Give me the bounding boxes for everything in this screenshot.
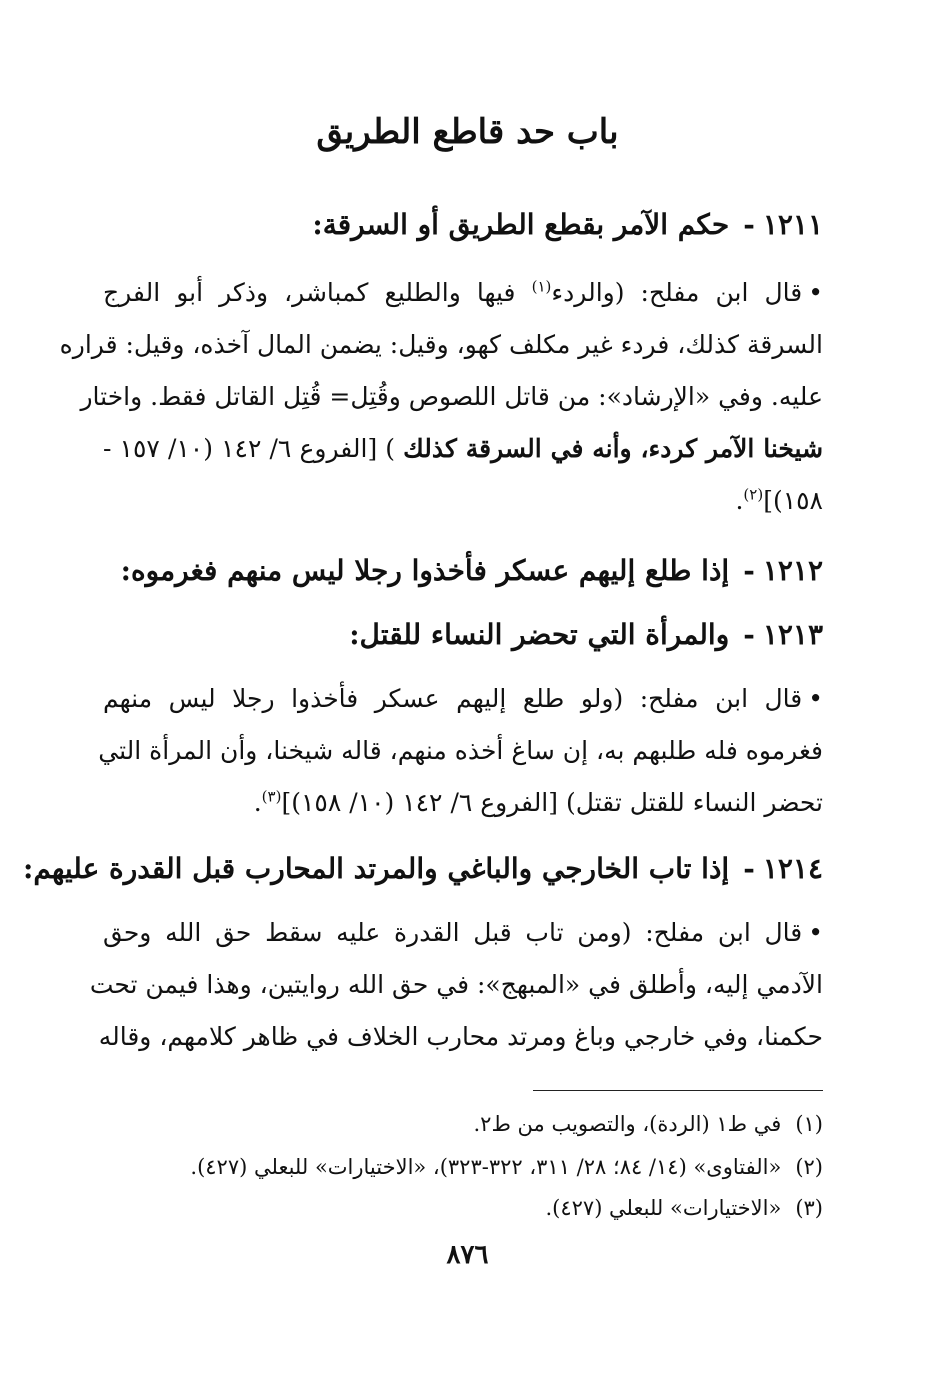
paragraph-line: السرقة كذلك، فردء غير مكلف كهو، وقيل: يضمن المال آخذه، وقيل: قراره	[59, 330, 823, 359]
footnote-text: «الاختيارات» للبعلي (٤٢٧).	[545, 1196, 782, 1220]
paragraph-line: •قال ابن مفلح: (ومن تاب قبل القدرة عليه سقط حق الله وحق	[103, 918, 823, 947]
section-title: إذا طلع إليهم عسكر فأخذوا رجلا ليس منهم فغرموه:	[120, 554, 730, 587]
section-title: إذا تاب الخارجي والباغي والمرتد المحارب قبل القدرة عليهم:	[22, 852, 730, 885]
footnote-text: في ط١ (الردة)، والتصويب من ط٢.	[473, 1112, 782, 1136]
dash: -	[743, 618, 755, 651]
footnote-text: «الفتاوى» (١٤/ ٨٤؛ ٢٨/ ٣١١، ٣٢٢-٣٢٣)، «الاختيارات» للبعلي (٤٢٧).	[190, 1155, 782, 1179]
paragraph-line: حكمنا، وفي خارجي وباغ ومرتد محارب الخلاف في ظاهر كلامهم، وقاله	[98, 1022, 823, 1051]
section-title: والمرأة التي تحضر النساء للقتل:	[349, 618, 730, 651]
paragraph-line: عليه. وفي «الإرشاد»: من قاتل اللصوص وقُتِل= قُتِل القاتل فقط. واختار	[80, 382, 823, 411]
paragraph-line: الآدمي إليه، وأطلق في «المبهج»: في حق الله روايتين، وهذا فيمن تحت	[89, 970, 823, 999]
section-heading-1213	[349, 618, 823, 651]
footnote-ref: (٢)	[743, 485, 764, 504]
dash: -	[743, 208, 755, 241]
paragraph-line: ١٥٨)]$^{(٢)}$.	[735, 485, 823, 515]
chapter-title: باب حد قاطع الطريق	[316, 112, 619, 152]
section-heading-1211	[312, 208, 823, 241]
dash: -	[743, 554, 755, 587]
footnote-ref: (١)	[531, 277, 552, 296]
footnote-number: (٢)	[795, 1155, 823, 1179]
footnote-ref: (٣)	[261, 787, 282, 806]
section-number: ١٢١٢	[762, 554, 823, 587]
paragraph-line: شيخنا الآمر كردء، وأنه في السرقة كذلك ) [الفروع ٦/ ١٤٢ (١٠/ ١٥٧ -	[103, 434, 824, 463]
section-number: ١٢١٤	[762, 852, 823, 885]
section-number: ١٢١٣	[762, 618, 823, 651]
footnote-divider	[533, 1090, 823, 1091]
page-number: ٨٧٦	[446, 1240, 489, 1270]
footnote	[473, 1112, 823, 1136]
citation: ١٥٨)]	[763, 486, 823, 515]
footnote-number: (١)	[795, 1112, 823, 1136]
section-number: ١٢١١	[762, 208, 823, 241]
footnote	[545, 1196, 823, 1220]
section-title: حكم الآمر بقطع الطريق أو السرقة:	[312, 208, 730, 241]
paragraph-line: •قال ابن مفلح: (والردء$^{(١)}$ فيها والطليع كمباشر، وذكر أبو الفرج	[103, 277, 824, 307]
paragraph-line: فغرموه فله طلبهم به، إن ساغ أخذه منهم، قاله شيخنا، وأن المرأة التي	[98, 736, 823, 765]
footnote-number: (٣)	[795, 1196, 823, 1220]
section-heading-1214	[23, 852, 823, 885]
paragraph-line: •قال ابن مفلح: (ولو طلع إليهم عسكر فأخذوا رجلا ليس منهم	[103, 684, 823, 713]
bullet-icon: •	[808, 918, 823, 947]
footnote	[190, 1155, 823, 1179]
paragraph-line: تحضر النساء للقتل تقتل) [الفروع ٦/ ١٤٢ (١٠/ ١٥٨)]$^{(٣)}$.	[253, 787, 823, 817]
section-heading-1212	[121, 554, 823, 587]
bullet-icon: •	[808, 684, 823, 713]
dash: -	[743, 852, 755, 885]
bullet-icon: •	[808, 278, 824, 307]
